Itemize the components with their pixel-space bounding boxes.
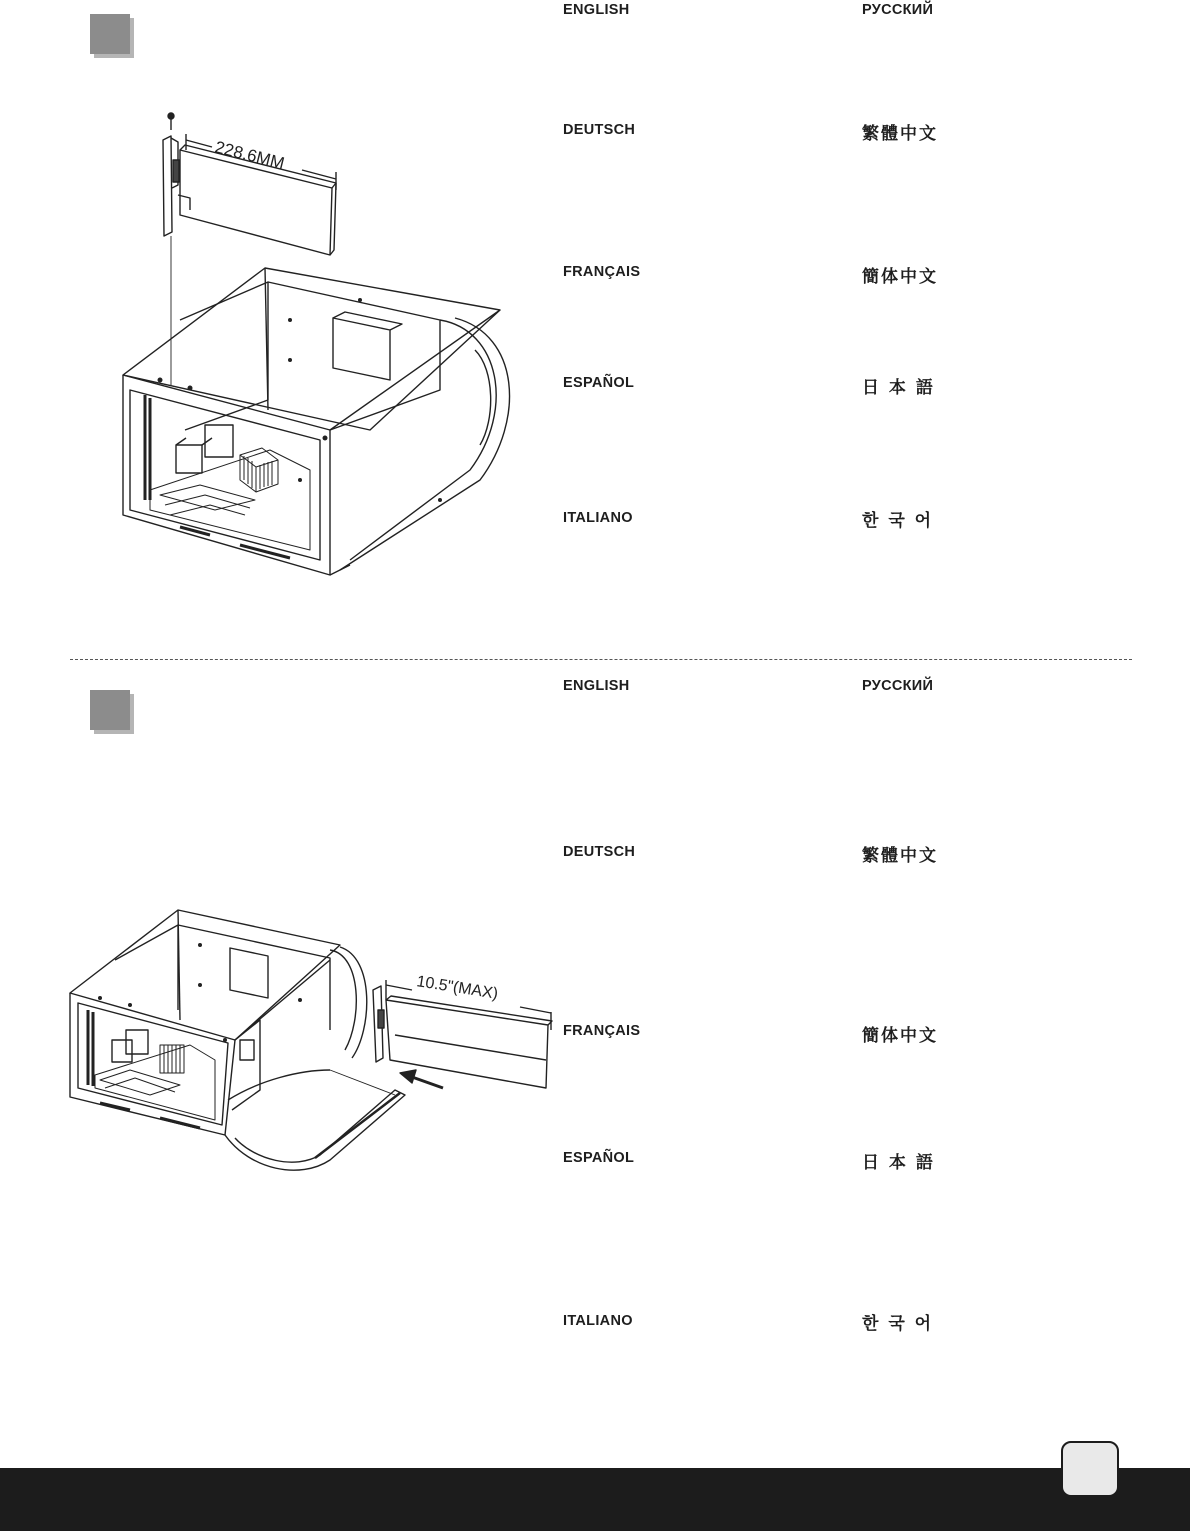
- arrow-left-icon: [400, 1070, 443, 1088]
- lang-francais-2: FRANÇAIS: [563, 1023, 641, 1039]
- page-number-tab: [1061, 1441, 1119, 1497]
- lang-simplified-chinese-2: 簡体中文: [862, 1026, 938, 1046]
- lang-russian-2: РУССКИЙ: [862, 678, 934, 694]
- dimension-label-2: 10.5"(MAX): [415, 973, 500, 1003]
- lang-italiano-2: ITALIANO: [563, 1313, 633, 1329]
- lang-english-2: ENGLISH: [563, 678, 630, 694]
- lang-espanol-1: ESPAÑOL: [563, 375, 635, 391]
- lang-deutsch-2: DEUTSCH: [563, 844, 636, 860]
- lang-simplified-chinese-1: 簡体中文: [862, 267, 938, 287]
- lang-japanese-2: 日 本 語: [862, 1153, 935, 1173]
- lang-francais-1: FRANÇAIS: [563, 264, 641, 280]
- lang-deutsch-1: DEUTSCH: [563, 122, 636, 138]
- lang-korean-1: 한 국 어: [862, 511, 934, 531]
- lang-korean-2: 한 국 어: [862, 1314, 934, 1334]
- lang-japanese-1: 日 本 語: [862, 378, 935, 398]
- footer-bar: [0, 1468, 1190, 1531]
- lang-italiano-1: ITALIANO: [563, 510, 633, 526]
- lang-traditional-chinese-2: 繁體中文: [862, 846, 938, 866]
- illustration-card-max-length: [0, 0, 560, 1200]
- lang-traditional-chinese-1: 繁體中文: [862, 124, 938, 144]
- lang-espanol-2: ESPAÑOL: [563, 1150, 635, 1166]
- lang-english-1: ENGLISH: [563, 2, 630, 18]
- lang-russian-1: РУССКИЙ: [862, 2, 934, 18]
- dimension-label-1: 228.6MM: [213, 137, 287, 174]
